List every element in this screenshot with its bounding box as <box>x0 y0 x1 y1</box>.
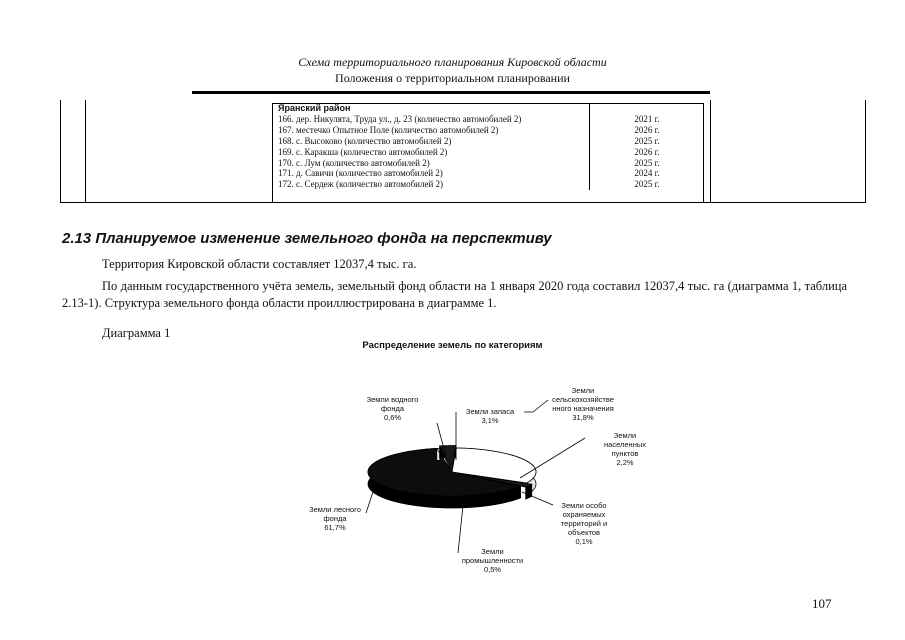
slice-label: Земли промышленности 0,5% <box>461 547 524 574</box>
outer-table-column-line <box>85 100 86 203</box>
diagram-caption: Диаграмма 1 <box>102 326 171 340</box>
row-year: 2025 г. <box>634 157 660 168</box>
row-text: 172. с. Сердеж (количество автомобилей 2) <box>272 179 590 190</box>
document-header-subtitle: Положения о территориальном планировании <box>335 71 570 85</box>
row-year: 2021 г. <box>634 113 660 124</box>
document-header-title: Схема территориального планирования Кировской области <box>298 55 607 69</box>
row-text: 170. с. Лум (количество автомобилей 2) <box>272 158 590 169</box>
slice-label: Земли сельскохозяйстве нного назначения 31,8% <box>552 386 614 422</box>
table-row <box>272 114 704 125</box>
row-text: 167. местечко Опытное Поле (количество автомобилей 2) <box>272 125 590 136</box>
slice-label: Земли запаса 3,1% <box>465 407 515 425</box>
table-row <box>272 136 704 147</box>
table-row <box>272 125 704 136</box>
section-title: 2.13 Планируемое изменение земельного фонда на перспективу <box>62 230 552 247</box>
row-text: 166. дер. Никулята, Труда ул., д. 23 (количество автомобилей 2) <box>272 114 590 125</box>
row-year: 2026 г. <box>634 124 660 135</box>
row-text: 171. д. Савичи (количество автомобилей 2) <box>272 168 590 179</box>
table-region-row <box>272 103 704 114</box>
region-title: Яранский район <box>272 103 590 114</box>
row-year: 2025 г. <box>634 179 660 190</box>
schedule-table <box>272 103 704 190</box>
row-text: 168. с. Высоково (количество автомобилей 2) <box>272 136 590 147</box>
header-divider <box>192 91 710 94</box>
row-text: 169. с. Каракша (количество автомобилей 2) <box>272 147 590 158</box>
slice-label: Земли водного фонда 0,6% <box>366 395 419 422</box>
chart-title: Распределение земель по категориям <box>362 340 543 351</box>
table-row <box>272 168 704 179</box>
leader-line <box>520 438 585 478</box>
table-row <box>272 158 704 169</box>
row-year: 2024 г. <box>634 168 660 179</box>
slice-label: Земли населенных пунктов 2,2% <box>604 431 646 467</box>
paragraph-territory: Территория Кировской области составляет 12037,4 тыс. га. <box>102 257 417 271</box>
slice-label: Земли особо охраняемых территорий и объектов 0,1% <box>560 501 608 546</box>
row-year: 2025 г. <box>634 135 660 146</box>
row-year: 2026 г. <box>634 146 660 157</box>
paragraph-land-fund: По данным государственного учёта земель, земельный фонд области на 1 января 2020 года составил 12037,4 тыс. га (диаграмма 1, таблица 2.13-1). Структура земельного фонда области проиллюстрирована в диаграмме 1. <box>62 279 847 310</box>
page-number: 107 <box>812 596 832 611</box>
outer-table-column-line <box>710 100 711 203</box>
slice-label: Земли лесного фонда 61,7% <box>309 505 361 532</box>
table-row <box>272 147 704 158</box>
table-row <box>272 179 704 190</box>
